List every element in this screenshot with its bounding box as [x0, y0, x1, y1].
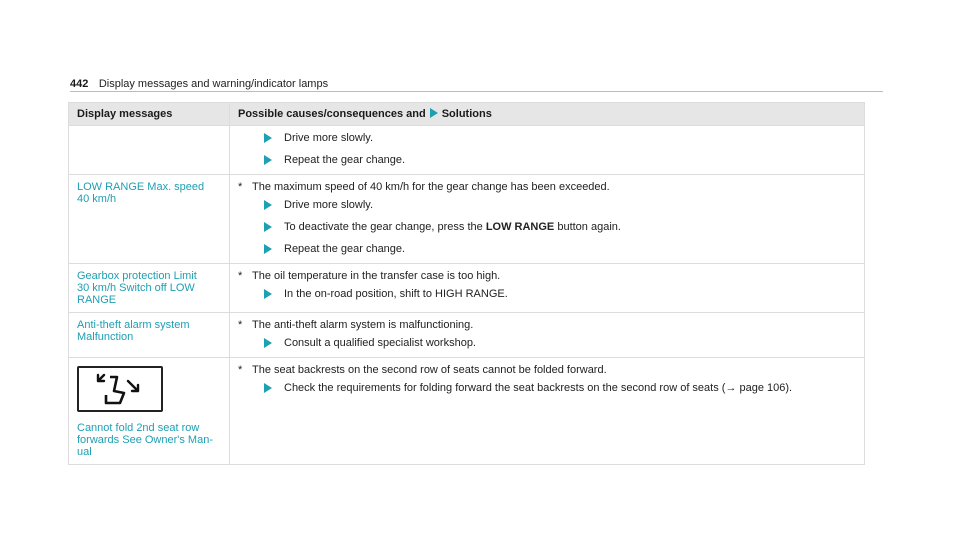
play-arrow-icon [430, 108, 438, 118]
play-arrow-icon [264, 133, 272, 143]
table-row [69, 175, 865, 264]
play-arrow-icon [264, 289, 272, 299]
solutions-cell [230, 126, 865, 175]
message-text: LOW RANGE Max. speed 40 km/h [77, 181, 205, 205]
play-arrow-icon [264, 244, 272, 254]
message-text: Anti-theft alarm system Malfunction [77, 319, 190, 343]
message-cell [69, 175, 230, 264]
cause-item: * The maximum speed of 40 km/h for the gear change has been exceeded. [238, 181, 610, 193]
display-messages-table [68, 102, 865, 465]
solution-item: Consult a qualified specialist workshop. [264, 337, 856, 349]
header-display-messages: Display messages [69, 103, 230, 126]
keyword-low-range: LOW RANGE [485, 221, 555, 233]
solution-item: Repeat the gear change. [264, 243, 856, 255]
message-cell [69, 313, 230, 358]
solutions-cell [230, 175, 865, 264]
table-row [69, 313, 865, 358]
header-solutions-label: Solutions [441, 108, 492, 120]
solution-item: Drive more slowly. [264, 199, 856, 211]
table-row [69, 264, 865, 313]
play-arrow-icon [264, 200, 272, 210]
message-cell [69, 126, 230, 175]
page-number: 442 [70, 78, 89, 90]
header-causes-solutions [230, 103, 865, 126]
play-arrow-icon [264, 338, 272, 348]
solutions-cell [230, 264, 865, 313]
play-arrow-icon [264, 155, 272, 165]
table-header-row [69, 103, 865, 126]
message-text: Cannot fold 2nd seat row forwards See Owner's Man- ual [77, 422, 213, 458]
cause-item: * The seat backrests on the second row of seats cannot be folded forward. [238, 364, 607, 376]
page-title: Display messages and warning/indicator lamps [98, 78, 329, 90]
header-causes-label: Possible causes/consequences and [238, 108, 426, 120]
message-text: Gearbox protection Limit 30 km/h Switch off LOW RANGE [77, 270, 197, 306]
solution-item: To deactivate the gear change, press the LOW RANGE button again. [264, 221, 856, 233]
table-row [69, 126, 865, 175]
solution-item: Drive more slowly. [264, 132, 856, 144]
cause-item: * The oil temperature in the transfer case is too high. [238, 270, 501, 282]
seat-fold-icon [77, 366, 163, 412]
table-row [69, 358, 865, 465]
page-header [70, 74, 883, 92]
cause-item: * The anti-theft alarm system is malfunctioning. [238, 319, 474, 331]
solution-item: Check the requirements for folding forward the seat backrests on the second row of seats (→ page 106). [264, 382, 856, 394]
message-cell [69, 264, 230, 313]
solution-item: Repeat the gear change. [264, 154, 856, 166]
play-arrow-icon [264, 383, 272, 393]
solution-item: In the on-road position, shift to HIGH RANGE. [264, 288, 856, 300]
play-arrow-icon [264, 222, 272, 232]
solutions-cell [230, 313, 865, 358]
message-cell [69, 358, 230, 465]
solutions-cell [230, 358, 865, 465]
